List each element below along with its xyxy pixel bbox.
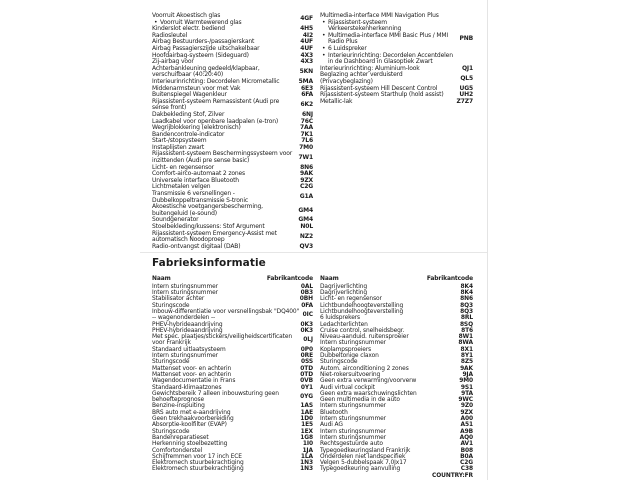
option-name: Start-/stopsysteem [152,137,207,145]
factory-name: BRS auto met e-aandrijving [152,409,231,416]
factory-name: Audi virtual cockpit [320,384,375,391]
factory-name: Inbouw-differentiatie voor versnellingsbak "DQ400" -- wagenonderdelen -- [152,308,300,322]
factory-name: Koplampsproeiers [320,346,372,353]
factory-name: Benzine-inspuiting [152,403,205,410]
factory-code: 8RL [460,315,473,322]
factory-code: 9S1 [460,384,473,391]
factory-header-row [320,276,473,282]
factory-code: 9M0 [459,378,473,385]
factory-name: Comfortonderstel [152,447,203,454]
factory-name: Autom. airconditioning 2 zones [320,365,409,372]
option-name: Zij-airbag voor [152,58,194,66]
factory-code: 8K4 [460,283,473,290]
page-right-border [487,0,488,480]
option-row [320,13,473,66]
section-divider [140,252,487,253]
option-name: Lichtmetalen velgen [152,183,211,191]
options-column-left [152,13,313,250]
factory-name: PHEV-hybrideaandrijving [152,321,223,328]
factory-name: Cruise control, snelheidsbegr. [320,327,405,334]
option-name: Comfort-airco-automaat 2 zones [152,170,246,178]
option-code: PNB [459,35,473,43]
option-name: Airbag Passagierszijde uitschakelbaar [152,44,260,52]
option-code: QV3 [299,242,313,250]
option-name: Beglazing achter verduisterd (Privacybeglazing) [320,71,403,85]
factory-code: 9TA [461,390,473,397]
option-name: Rijassistent-systeem Emergency-Assist met automatisch Noodoproep [152,229,277,244]
factory-name: Schijfremmen voor 17 inch ECE [152,453,242,460]
option-name: Radiosleutel [152,31,188,39]
factory-code: 0K3 [300,321,313,328]
option-name: Interieurinrichting: Decordelen Micrometallic [152,77,280,85]
factory-name: Intern sturingsnummer [320,434,386,441]
option-name: Universele interface Bluetooth [152,176,239,184]
option-name: Transmissie 6 versnellingen - Dubbelkoppeltransmissie S-tronic [152,190,249,204]
factory-code: A00 [460,416,473,423]
factory-code: 8T6 [461,327,473,334]
factory-code: A51 [460,422,473,429]
option-row [152,244,313,251]
factory-name: Elektromech stuurbekrachtiging [152,460,244,467]
option-row [152,99,313,112]
factory-name: Intern sturingsnummer [152,283,218,290]
factory-code: 1AS [300,403,313,410]
option-code: GM4 [298,206,313,214]
factory-row [320,473,473,479]
option-code: 5KN [299,68,313,76]
option-name: Laadkabel voor openbare laadpalen (e-tron) [152,117,279,125]
factory-name: Mattenset voor- en achterin [152,365,232,372]
factory-code: 0YG [300,393,313,400]
factory-code: 8Q3 [460,308,473,315]
factory-name: Bluetooth [320,409,348,416]
factory-code: C2G [460,460,473,467]
option-code: 6K2 [300,101,313,109]
option-code: 4UF [300,44,313,52]
factory-name: Onderdelen niet landspecifiek [320,453,406,460]
option-code: G1A [299,193,313,201]
factory-code: 0P0 [300,346,313,353]
option-code: 7M0 [299,143,313,151]
factory-name: Intern sturingsnummer [152,353,218,360]
factory-name: Mattenset voor- en achterin [152,371,232,378]
factory-name: Typegoedkeuring aanvulling [320,466,401,473]
option-code: 8N6 [300,163,313,171]
factory-row [152,391,313,404]
factory-code: 9JA [462,371,473,378]
factory-name: Herkenning stoelbezetting [152,441,228,448]
factory-code: 8SQ [459,321,473,328]
option-name: Radio-ontvangst digitaal (DAB) [152,242,241,250]
option-name: Rijassistent-systeem Starthulp (hold assist) [320,91,444,99]
option-code: 4H5 [300,25,313,33]
factory-code: 8K4 [460,290,473,297]
factory-name: Gewichtsbereik 7 alleen inbouwsturing geen behoefteprognose [152,390,279,404]
factory-name: Geen multimedia in de auto [320,397,400,404]
option-sub-item: • Rijassistent-systeem Verkeerstekenherkenning [320,20,456,33]
option-name: Rijassistent-systeem Hill Descent Control [320,84,438,92]
factory-code: 0AL [300,283,313,290]
factory-name: Audi AG [320,422,343,429]
factory-code: COUNTRY:FR [432,472,473,479]
factory-name: Absorptie-koolfilter (EVAP) [152,422,227,429]
factory-code: C38 [460,466,473,473]
column-header-fabrikantcode: Fabrikantcode [426,276,473,282]
factory-code: 9ZX [460,409,473,416]
option-code: GM4 [298,216,313,224]
option-row [152,66,313,79]
option-code: N0L [300,223,313,230]
factory-code: 9AK [460,365,473,372]
factory-name: Niet-rokersuitvoering [320,371,381,378]
factory-code: 0SS [300,359,313,366]
option-name: Wegrijblokkering (elektronisch) [152,124,241,132]
factory-code: 0K3 [300,327,313,334]
factory-name: Niveau-aanduid. ruitensproeier [320,334,409,341]
factory-code: 1N3 [300,460,313,467]
factory-code: 0BH [299,296,313,303]
option-code: 6E3 [301,84,313,92]
option-name: Airbag Bestuurders-/passagierskant [152,38,255,46]
factory-name: 6 luidsprekers [320,315,361,322]
factory-name: Sturingscode [152,428,190,435]
option-code: 7L6 [301,137,313,145]
factory-name: Geen trekhaakvoorbereiding [152,416,234,423]
factory-name: Sturingscode [152,359,190,366]
factory-code: 8Q3 [460,302,473,309]
factory-code: 0B3 [300,290,313,297]
option-name: Voorruit Akoestisch glas [152,12,221,19]
factory-code: 8X1 [460,346,473,353]
factory-code: 0RE [300,353,313,360]
factory-name: Rechtsgestuurde auto [320,441,383,448]
factory-name: Intern sturingsnummer [320,340,386,347]
factory-header-row [152,276,313,282]
option-name: Dakbekleding Stof, Zilver [152,110,225,118]
option-code: 4X3 [300,51,313,59]
option-name: Instaplijsten zwart [152,143,205,151]
option-row [320,99,473,106]
option-code: UG5 [459,84,473,92]
option-name: Achterbankleuning gedeeld/klapbaar, verschuifbaar (40:20:40) [152,64,260,79]
factory-name: Sturingscode [152,302,190,309]
option-row [152,13,313,26]
option-code: 9ZX [300,176,313,184]
factory-code: 1N3 [300,466,313,473]
factory-name: Ledachterlichten [320,321,368,328]
factory-name: Dubbeltonige claxon [320,353,379,360]
factory-code: 0TD [300,365,313,372]
factory-name: Stabilisator achter [152,296,205,303]
factory-name: Licht- en regensensor [320,296,382,303]
option-sub-list [320,20,456,66]
factory-name: Sturingscode [320,359,358,366]
factory-code: 9WC [458,397,473,404]
factory-code: AQ0 [459,434,473,441]
option-sub-item: • 6 Luidspreker [320,46,456,53]
factory-code: 1D0 [300,416,313,423]
factory-name: PHEV-hybrideaandrijving [152,327,223,334]
factory-rows-right [320,284,473,479]
option-name: Interieurinrichting: Aluminium-look [320,64,420,72]
factory-name: Velgen 5-dubbelspaak 7,0Jx17 [320,460,407,467]
option-name: Middenarmsteun voor met Vak [152,84,241,92]
factory-row [152,309,313,322]
factory-name: Bandenreparatieset [152,434,209,441]
factory-name: Geen extra waarschuwingslichten [320,390,417,397]
factory-code: A9B [460,428,473,435]
factory-code: 0LJ [303,337,313,344]
factory-code: 1EX [300,428,313,435]
option-code: NZ2 [299,232,313,240]
option-code: 7K1 [300,130,313,138]
factory-code: 1AE [300,409,313,416]
option-code: QL5 [460,74,473,82]
option-code: 4I2 [302,31,313,39]
option-name: Soundgenerator [152,216,199,224]
option-code: 7AA [299,124,313,132]
option-code: 5MA [298,77,313,85]
option-code: 7W1 [298,153,313,161]
factory-name: Dagrijverlichting [320,283,368,290]
factory-code: 0IC [302,312,313,319]
column-header-naam: Naam [152,276,171,282]
option-name: Licht- en regensensor [152,163,215,171]
factory-name: Standaard-klimaatzones [152,384,222,391]
option-sub-item: • Voorruit Warmtewerend glas [152,20,297,27]
factory-code: AV1 [460,441,473,448]
option-name: Multimedia-interface MMI Navigation Plus [320,12,439,19]
factory-code: 0FA [301,302,313,309]
option-name: Akoestische voetgangersbescherming, buitengeluid (e-sound) [152,203,263,217]
option-row [152,231,313,244]
factory-row [152,466,313,472]
options-section [152,13,473,250]
factory-name: Lichtbundelhoogteverstelling [320,308,404,315]
factory-name: Dagrijverlichting [320,290,368,297]
factory-code: 8Z5 [460,359,473,366]
option-code: 9AK [299,170,313,178]
option-sub-list [152,20,297,27]
factory-code: 8WA [458,340,473,347]
factory-name: Lichtbundelhoogteverstelling [320,302,404,309]
option-code: C2G [299,183,313,191]
factory-code: 1LA [300,453,313,460]
factory-code: 1JA [302,447,313,454]
option-name: Stoelbekleding/kussens: Stof Argument [152,223,265,230]
option-row [320,72,473,85]
factory-code: 8N6 [460,296,473,303]
option-sub-item: • Interieurinrichting: Decordelen Accentdelen in de Dashboard in Glasoptiek Zwart [320,53,456,66]
option-name: Rijassistent-systeem Remassistent (Audi pre sense front) [152,97,280,112]
factory-name: Intern sturingsnummer [320,403,386,410]
factory-code: B08 [460,447,473,454]
factory-code: 1E5 [301,422,313,429]
option-code: 4X3 [300,58,313,66]
option-name: Kinderslot electr. bediend [152,25,225,33]
factory-code: B0A [460,453,473,460]
factory-row [152,334,313,347]
factory-code: 1I0 [302,441,313,448]
factory-name: Geen extra verwarming/voorverw [320,378,417,385]
option-name: Hoofdairbag-systeem (Sideguard) [152,51,249,59]
column-header-fabrikantcode: Fabrikantcode [266,276,313,282]
factory-code: 9Z0 [460,403,473,410]
factory-name: Standaard uitlaatsysteem [152,346,226,353]
factory-code: 0TD [300,371,313,378]
option-code: QJ1 [461,64,473,72]
option-name: Buitenspiegel Wagenkleur [152,91,227,99]
factory-name: Intern sturingsnummer [320,428,386,435]
option-sub-item: • Multimedia-interface MMI Basic Plus / MMI Radio Plus [320,33,456,46]
factory-code: 1G8 [300,434,313,441]
factory-name: Typegoedkeuringsland Frankrijk [320,447,411,454]
factory-name: Intern sturingsnummer [320,416,386,423]
option-name: Metallic-lak [320,97,353,105]
option-code: 6NJ [302,110,313,118]
option-code: 4GF [300,15,313,23]
factory-code: 8W1 [458,334,473,341]
option-name: Bandencontrole-indicator [152,130,225,138]
column-header-naam: Naam [320,276,339,282]
option-name: Rijassistent-systeem Beschermingssysteem voor inzittenden (Audi pre sense basic) [152,150,293,165]
option-code: 76C [300,117,313,125]
option-row [152,151,313,164]
factory-code: 0VB [300,378,313,385]
factory-name: Intern sturingsnummer [152,290,218,297]
option-code: 6FA [301,91,313,99]
options-column-right [320,13,473,250]
factory-column-right [320,276,473,479]
factory-column-left [152,276,313,479]
factory-name: Met spec. plaatjes/stickers/veiligheidscertificaten voor Frankrijk [152,334,292,347]
factory-code: 0Y1 [300,384,313,391]
factory-code: 8Y1 [460,353,473,360]
factory-name: Elektromech stuurbekrachtiging [152,466,244,473]
option-code: Z7Z7 [456,97,473,105]
factory-rows-left [152,284,313,473]
section-title-fabrieksinformatie: Fabrieksinformatie [152,257,266,269]
factory-info-section [152,257,473,479]
option-code: UH2 [459,91,473,99]
factory-name: Wagendocumentatie in Frans [152,378,236,385]
option-code: 4UF [300,38,313,46]
